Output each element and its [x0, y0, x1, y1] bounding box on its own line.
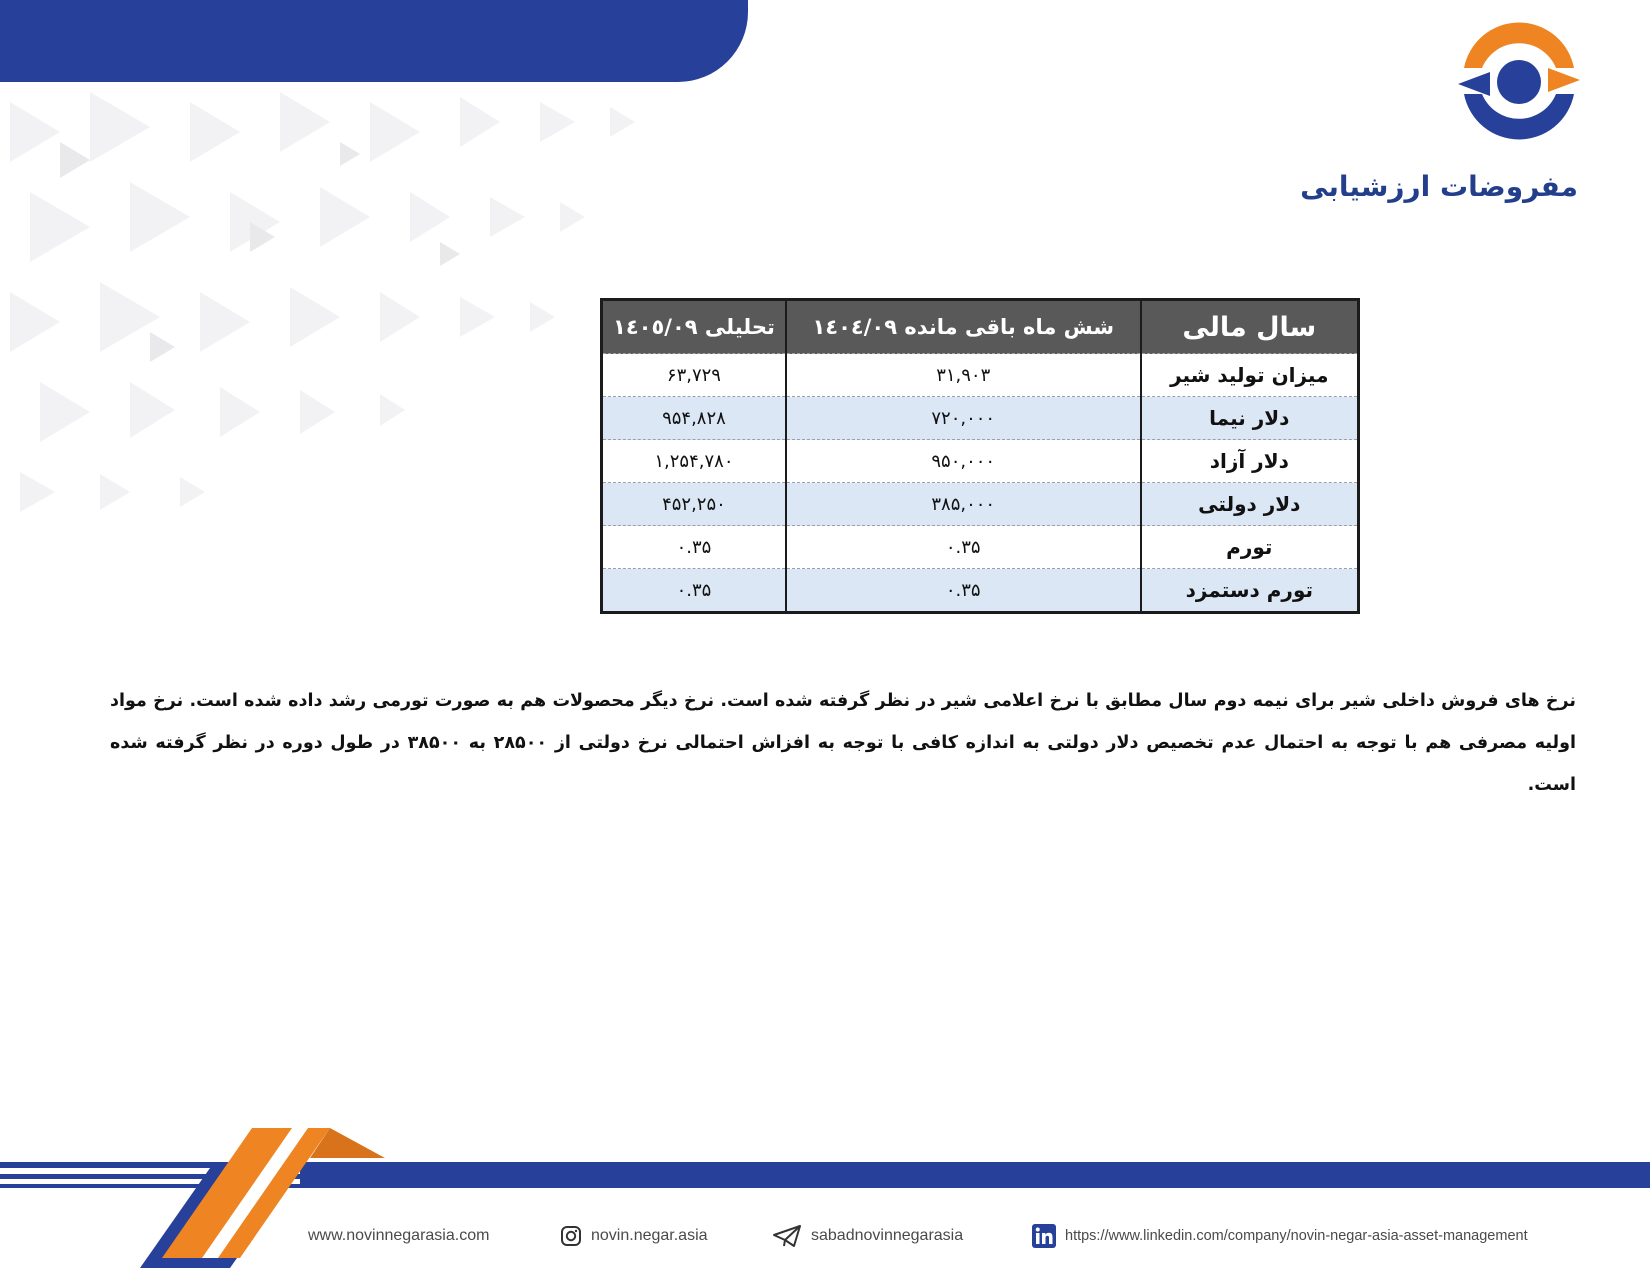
telegram-icon — [772, 1224, 802, 1248]
footer-links — [0, 1218, 1650, 1254]
instagram-icon — [560, 1225, 582, 1247]
table-row — [602, 569, 1359, 613]
row-label: میزان تولید شیر — [1141, 354, 1359, 397]
table-row — [602, 354, 1359, 397]
table-row — [602, 440, 1359, 483]
telegram-link[interactable] — [772, 1218, 963, 1254]
cell-value: ۴۵۲,۲۵۰ — [602, 483, 786, 526]
cell-value: ۰.۳۵ — [786, 569, 1141, 613]
header-analytical: تحلیلی ۱٤٠٥/٠٩ — [602, 300, 786, 354]
header-band — [0, 0, 748, 82]
linkedin-link[interactable] — [1032, 1218, 1528, 1254]
header-remaining-six-months: شش ماه باقی مانده ۱٤٠٤/٠٩ — [786, 300, 1141, 354]
cell-value: ۶۳,۷۲۹ — [602, 354, 786, 397]
telegram-text: sabadnovinnegarasia — [811, 1227, 964, 1244]
cell-value: ۹۵۴,۸۲۸ — [602, 397, 786, 440]
cell-value: ۹۵۰,۰۰۰ — [786, 440, 1141, 483]
table-row — [602, 397, 1359, 440]
linkedin-text: https://www.linkedin.com/company/novin-negar-asia-asset-management — [1065, 1228, 1528, 1244]
row-label: دلار نیما — [1141, 397, 1359, 440]
row-label: تورم — [1141, 526, 1359, 569]
assumptions-note: نرخ های فروش داخلی شیر برای نیمه دوم سال مطابق با نرخ اعلامی شیر در نظر گرفته شده است. نرخ دیگر محصولات هم به صورت تورمی رشد داده شده است. نرخ مواد اولیه مصرفی هم با توجه به احتمال عدم تخصیص دلار دولتی به اندازه کافی با توجه به افزاش احتمالی نرخ دولتی از ۲۸۵۰۰ به ۳۸۵۰۰ در طول دوره در نظر گرفته شده است. — [110, 691, 1577, 795]
table-row — [602, 526, 1359, 569]
cell-value: ۱,۲۵۴,۷۸۰ — [602, 440, 786, 483]
company-logo — [1450, 22, 1588, 144]
valuation-assumptions-table — [600, 298, 1360, 614]
row-label: دلار دولتی — [1141, 483, 1359, 526]
page-title: مفروضات ارزشیابی — [1300, 170, 1578, 203]
cell-value: ۰.۳۵ — [786, 526, 1141, 569]
cell-value: ۳۱,۹۰۳ — [786, 354, 1141, 397]
row-label: تورم دستمزد — [1141, 569, 1359, 613]
linkedin-icon — [1032, 1224, 1056, 1248]
instagram-link[interactable] — [560, 1218, 708, 1254]
website-text: www.novinnegarasia.com — [308, 1227, 490, 1244]
instagram-text: novin.negar.asia — [591, 1227, 708, 1244]
website-link[interactable] — [308, 1218, 489, 1254]
cell-value: ۳۸۵,۰۰۰ — [786, 483, 1141, 526]
header-fiscal-year: سال مالی — [1141, 300, 1359, 354]
cell-value: ۷۲۰,۰۰۰ — [786, 397, 1141, 440]
row-label: دلار آزاد — [1141, 440, 1359, 483]
cell-value: ۰.۳۵ — [602, 526, 786, 569]
table-row — [602, 483, 1359, 526]
table-header-row — [602, 300, 1359, 354]
cell-value: ۰.۳۵ — [602, 569, 786, 613]
